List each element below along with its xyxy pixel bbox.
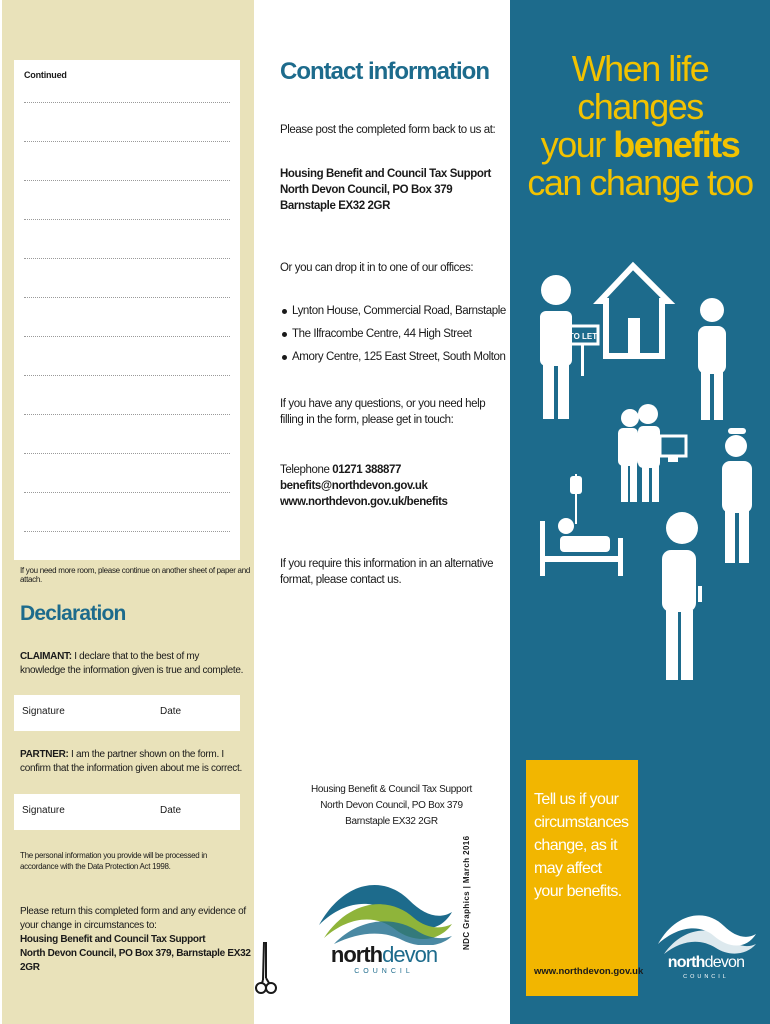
postal-address bbox=[280, 166, 505, 214]
partner-signature-box[interactable] bbox=[14, 794, 240, 830]
post-intro: Please post the completed form back to us at: bbox=[280, 124, 496, 136]
signature-label: Signature bbox=[22, 805, 65, 816]
right-panel bbox=[510, 0, 770, 1024]
wave-logo-icon bbox=[314, 870, 454, 945]
writing-line bbox=[24, 297, 230, 298]
drop-intro: Or you can drop it in to one of our offices: bbox=[280, 262, 474, 274]
to-let-sign-text: TO LET bbox=[568, 332, 598, 341]
headline-line-3: can change too bbox=[527, 162, 753, 203]
house-icon bbox=[600, 266, 668, 356]
wave-logo-icon bbox=[654, 904, 758, 956]
logo-devon: devon bbox=[382, 942, 438, 967]
partner-label: PARTNER: bbox=[20, 749, 69, 760]
logo-wordmark bbox=[314, 942, 454, 968]
contact-details bbox=[280, 462, 505, 510]
north-devon-council-logo-white bbox=[654, 904, 758, 994]
partner-text: I am the partner shown on the form. I confirm that the information given about me is correct. bbox=[20, 749, 242, 774]
writing-line bbox=[24, 258, 230, 259]
hospital-bed-icon bbox=[540, 474, 623, 576]
logo-council: COUNCIL bbox=[683, 974, 729, 980]
middle-panel bbox=[254, 0, 510, 1024]
partner-declaration bbox=[20, 748, 245, 776]
return-intro: Please return this completed form and any evidence of your change in circumstances to: bbox=[20, 906, 246, 931]
person-with-baby-icon bbox=[698, 298, 726, 420]
writing-line bbox=[24, 375, 230, 376]
mail-line-2: North Devon Council, PO Box 379 bbox=[320, 800, 463, 811]
headline bbox=[518, 50, 762, 202]
headline-line-1: When life changes bbox=[571, 48, 709, 127]
writing-line bbox=[24, 492, 230, 493]
data-protection-note: The personal information you provide will be processed in accordance with the Data Protection Act 1998. bbox=[20, 851, 208, 871]
continued-label: Continued bbox=[24, 70, 67, 80]
email-link[interactable]: benefits@northdevon.gov.uk bbox=[280, 480, 428, 492]
mail-line-1: Housing Benefit & Council Tax Support bbox=[310, 784, 473, 795]
address-line-1: Housing Benefit and Council Tax Support bbox=[280, 168, 491, 180]
return-instructions bbox=[20, 905, 252, 975]
writing-line bbox=[24, 453, 230, 454]
telephone-number[interactable]: 01271 388877 bbox=[332, 464, 402, 476]
writing-line bbox=[24, 180, 230, 181]
callout-box bbox=[526, 760, 644, 996]
life-changes-illustration bbox=[530, 256, 766, 706]
writing-line bbox=[24, 102, 230, 103]
continuation-box[interactable] bbox=[14, 60, 240, 560]
address-line-3: Barnstaple EX32 2GR bbox=[280, 200, 391, 212]
office-item: Amory Centre, 125 East Street, South Molton bbox=[280, 346, 508, 369]
claimant-text: I declare that to the best of my knowledge the information given is true and complete. bbox=[20, 651, 244, 676]
headline-your: your bbox=[540, 124, 614, 165]
left-panel bbox=[2, 0, 254, 1024]
address-line-2: North Devon Council, PO Box 379 bbox=[280, 184, 453, 196]
claimant-declaration bbox=[20, 650, 245, 678]
logo-north: north bbox=[330, 942, 383, 967]
writing-line bbox=[24, 219, 230, 220]
more-room-note: If you need more room, please continue on another sheet of paper and attach. bbox=[20, 566, 250, 584]
standing-person-icon bbox=[540, 275, 572, 419]
office-list bbox=[280, 300, 508, 369]
office-item: The Ilfracombe Centre, 44 High Street bbox=[280, 323, 508, 346]
writing-line bbox=[24, 414, 230, 415]
contact-title: Contact information bbox=[280, 58, 489, 85]
logo-council: COUNCIL bbox=[354, 968, 414, 975]
mail-line-3: Barnstaple EX32 2GR bbox=[345, 816, 438, 827]
elderly-person-icon bbox=[662, 512, 702, 680]
worker-icon bbox=[722, 428, 752, 563]
office-item: Lynton House, Commercial Road, Barnstaple bbox=[280, 300, 508, 323]
carer-icon bbox=[618, 404, 660, 502]
return-line-2: North Devon Council, PO Box 379, Barnstaple EX32 2GR bbox=[20, 948, 251, 973]
website-link[interactable]: www.northdevon.gov.uk/benefits bbox=[280, 496, 448, 508]
claimant-signature-box[interactable] bbox=[14, 695, 240, 731]
mailing-address bbox=[294, 782, 489, 830]
north-devon-council-logo bbox=[314, 870, 454, 980]
callout-text: Tell us if your circumstances change, as it may affect your benefits. bbox=[534, 791, 629, 900]
headline-benefits: benefits bbox=[613, 124, 740, 165]
logo-wordmark bbox=[654, 954, 758, 972]
date-label: Date bbox=[160, 805, 182, 816]
logo-north: north bbox=[667, 954, 705, 971]
declaration-title: Declaration bbox=[20, 602, 126, 625]
callout-url[interactable]: www.northdevon.gov.uk bbox=[534, 966, 644, 977]
alt-format-note: If you require this information in an alternative format, please contact us. bbox=[280, 558, 494, 586]
writing-line bbox=[24, 141, 230, 142]
scissors-icon bbox=[254, 940, 278, 1000]
writing-line bbox=[24, 531, 230, 532]
writing-line bbox=[24, 336, 230, 337]
claimant-label: CLAIMANT: bbox=[20, 651, 72, 662]
signature-label: Signature bbox=[22, 706, 65, 717]
questions-text: If you have any questions, or you need help filling in the form, please get in touch: bbox=[280, 398, 486, 426]
logo-devon: devon bbox=[704, 954, 745, 971]
ndc-graphics-credit: NDC Graphics | March 2016 bbox=[462, 835, 471, 950]
return-line-1: Housing Benefit and Council Tax Support bbox=[20, 934, 206, 945]
date-label: Date bbox=[160, 706, 182, 717]
telephone-label: Telephone bbox=[280, 464, 333, 476]
